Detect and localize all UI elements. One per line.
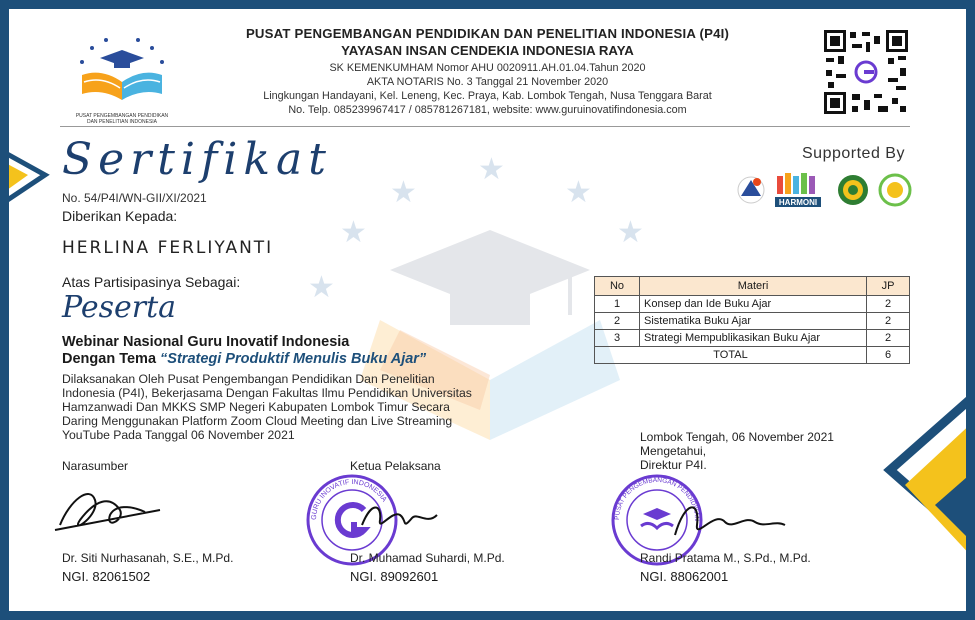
event-description: Dilaksanakan Oleh Pusat Pengembangan Pendidikan Dan Penelitian Indonesia (P4I), Bekerjasama Dengan Fakultas Ilmu Pendidikan Universitas Hamzanwadi Dan MKKS SMP Negeri Kabupaten Lombok Timur Secara Daring Menggunakan Platform Zoom Cloud Meeting dan Live Streaming YouTube Pada Tanggal 06 November 2021	[62, 372, 472, 442]
qr-code-icon	[822, 28, 910, 116]
cell-jp: 2	[867, 313, 910, 330]
acknowledged-label: Mengetahui,	[640, 444, 707, 458]
star-icon: ★	[308, 271, 335, 304]
chair-ngi: NGI. 89092601	[350, 569, 439, 584]
event-name: Webinar Nasional Guru Inovatif Indonesia	[62, 334, 350, 350]
star-icon: ★	[565, 176, 592, 209]
p4i-logo	[72, 30, 172, 125]
place-date: Lombok Tengah, 06 November 2021	[640, 430, 834, 444]
event-theme-prefix: Dengan Tema	[62, 351, 157, 367]
harmoni-text: HARMONI	[778, 198, 818, 207]
table-row	[595, 296, 910, 313]
logo-caption	[72, 113, 172, 125]
address: Lingkungan Handayani, Kel. Leneng, Kec. Praya, Kab. Lombok Tengah, Nusa Tenggara Barat	[263, 90, 712, 102]
logo-caption-line: DAN PENELITIAN INDONESIA	[86, 119, 157, 125]
given-to-label: Diberikan Kepada:	[62, 208, 178, 224]
chair-title: Ketua Pelaksana	[350, 459, 441, 473]
cell-jp: 2	[867, 296, 910, 313]
logo-caption-line: PUSAT PENGEMBANGAN PENDIDIKAN	[75, 113, 169, 119]
star-icon: ★	[478, 153, 505, 186]
stamp-text: GURU INOVATIF INDONESIA	[310, 478, 388, 521]
event-theme-line	[62, 351, 426, 367]
total-value: 6	[867, 347, 910, 364]
partner-logos	[735, 170, 915, 219]
cell-jp: 2	[867, 330, 910, 347]
director-name: Randi Pratama M., S.Pd., M.Pd.	[640, 551, 811, 565]
speaker-name: Dr. Siti Nurhasanah, S.E., M.Pd.	[62, 551, 234, 565]
book-cap-logo-icon	[72, 30, 172, 108]
table-row	[595, 330, 910, 347]
certificate-title: Sertifikat	[62, 134, 332, 185]
org-name: PUSAT PENGEMBANGAN PENDIDIKAN DAN PENELITIAN INDONESIA (P4I)	[245, 26, 730, 41]
cell-materi: Sistematika Buku Ajar	[640, 313, 867, 330]
role-label: Atas Partisipasinya Sebagai:	[62, 274, 241, 290]
column-header: JP	[867, 277, 910, 296]
speaker-ngi: NGI. 82061502	[62, 569, 151, 584]
event-theme: “Strategi Produktif Menulis Buku Ajar”	[160, 351, 427, 367]
header-divider	[60, 126, 910, 127]
column-header: Materi	[640, 277, 867, 296]
cell-no: 1	[595, 296, 640, 313]
contact: No. Telp. 085239967417 / 085781267181, website: www.guruinovatifindonesia.com	[288, 104, 687, 116]
cell-no: 3	[595, 330, 640, 347]
star-icon: ★	[340, 216, 367, 249]
total-label: TOTAL	[595, 347, 867, 364]
table-header-row	[595, 277, 910, 296]
director-block	[640, 430, 834, 472]
recipient-name: HERLINA FERLIYANTI	[62, 238, 274, 258]
materi-table	[594, 276, 910, 364]
sk-number: SK KEMENKUMHAM Nomor AHU 0020911.AH.01.04.Tahun 2020	[329, 62, 646, 74]
cell-materi: Strategi Mempublikasikan Buku Ajar	[640, 330, 867, 347]
foundation-name: YAYASAN INSAN CENDEKIA INDONESIA RAYA	[341, 43, 634, 58]
supported-by-label: Supported By	[802, 145, 905, 162]
director-title: Direktur P4I.	[640, 458, 707, 472]
column-header: No	[595, 277, 640, 296]
role-value: Peserta	[62, 290, 177, 325]
chair-name: Dr. Muhamad Suhardi, M.Pd.	[350, 551, 505, 565]
lombok-timur-logo-icon	[838, 175, 868, 205]
speaker-title: Narasumber	[62, 459, 129, 473]
table-total-row	[595, 347, 910, 364]
certificate-number: No. 54/P4I/WN-GII/XI/2021	[62, 191, 207, 205]
stamp-text: PUSAT PENGEMBANGAN PENDIDIKAN	[613, 476, 701, 522]
hamzanwadi-logo-icon	[738, 177, 764, 203]
table-row	[595, 313, 910, 330]
speaker-signature	[50, 480, 170, 540]
harmoni-logo-icon	[775, 173, 821, 207]
notary-deed: AKTA NOTARIS No. 3 Tanggal 21 November 2020	[366, 76, 609, 88]
star-icon: ★	[617, 216, 644, 249]
mkks-logo-icon	[880, 175, 910, 205]
cell-materi: Konsep dan Ide Buku Ajar	[640, 296, 867, 313]
partner-logos-row	[735, 170, 915, 214]
cell-no: 2	[595, 313, 640, 330]
letterhead	[210, 26, 765, 117]
director-ngi: NGI. 88062001	[640, 569, 729, 584]
star-icon: ★	[390, 176, 417, 209]
